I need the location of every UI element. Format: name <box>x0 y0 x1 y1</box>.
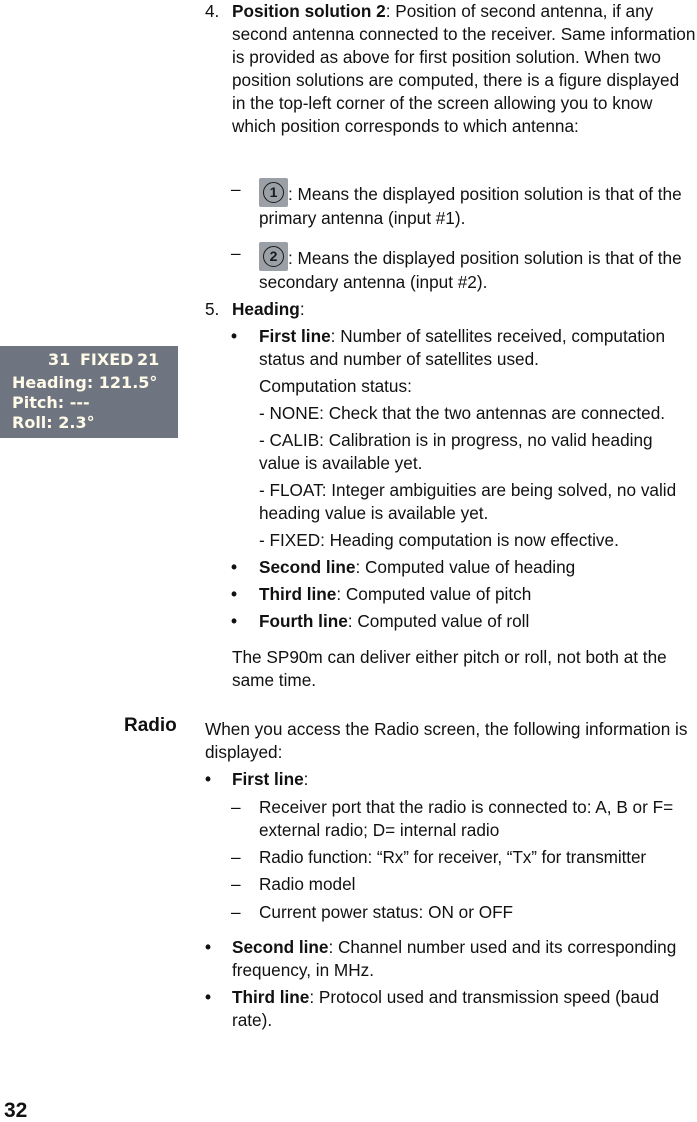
radio-item-power: Current power status: ON or OFF <box>259 902 514 922</box>
radio-item-model: Radio model <box>259 874 356 894</box>
bullet-radio-second-line: • <box>205 937 212 957</box>
antenna-1-item <box>259 178 697 230</box>
list-number-5: 5. <box>205 299 220 319</box>
antenna-1-icon: 1 <box>259 178 288 207</box>
computation-status-title: Computation status: <box>259 376 412 396</box>
bullet-second-line: • <box>231 557 238 577</box>
bullet-radio-first-line: • <box>205 769 212 789</box>
screen-pitch: Pitch: --- <box>12 393 90 412</box>
radio-first-line-title: First line: <box>232 769 309 789</box>
screen-sats-received: 31 <box>48 350 71 369</box>
radio-second-line-item: Second line: Channel number used and its corresponding frequency, in MHz. <box>232 937 677 980</box>
bullet-radio-third-line: • <box>205 987 212 1007</box>
heading-label: Heading <box>232 299 300 319</box>
page-number: 32 <box>4 1099 28 1122</box>
list-number-4: 4. <box>205 1 220 21</box>
dash-radio-item-4: – <box>231 902 241 922</box>
bullet-first-line: • <box>231 326 238 346</box>
heading-third-line-item: Third line: Computed value of pitch <box>259 584 532 604</box>
radio-item-function: Radio function: “Rx” for receiver, “Tx” for transmitter <box>259 847 647 867</box>
heading-screen-image <box>0 346 178 438</box>
screen-heading: Heading: 121.5° <box>12 373 158 392</box>
position-solution-2-paragraph <box>232 0 697 138</box>
status-float: - FLOAT: Integer ambiguities are being solved, no valid heading value is available yet. <box>259 480 677 523</box>
position-solution-2-description: : Position of second antenna, if any second antenna connected to the receiver. Same information is provided as above for first position solution. When two position solutions are computed, there is a figure displayed in the top-left corner of the screen allowing you to know which position corresponds to which antenna: <box>232 1 696 136</box>
heading-note: The SP90m can deliver either pitch or roll, not both at the same time. <box>232 647 667 690</box>
screen-status: FIXED <box>80 350 134 369</box>
status-calib: - CALIB: Calibration is in progress, no valid heading value is available yet. <box>259 430 653 473</box>
heading-first-line-item: First line: Number of satellites received, computation status and number of satellites used. <box>259 326 665 369</box>
antenna-1-text: : Means the displayed position solution is that of the primary antenna (input #1). <box>259 184 682 228</box>
antenna-2-item <box>259 242 697 294</box>
dash-radio-item-2: – <box>231 847 241 867</box>
radio-item-port: Receiver port that the radio is connected to: A, B or F= external radio; D= internal radio <box>259 797 674 840</box>
radio-heading: Radio <box>124 715 177 736</box>
heading-second-line-item: Second line: Computed value of heading <box>259 557 576 577</box>
bullet-fourth-line: • <box>231 611 238 631</box>
heading-fourth-line-item: Fourth line: Computed value of roll <box>259 611 530 631</box>
heading-title: Heading: <box>232 299 305 319</box>
screen-roll: Roll: 2.3° <box>12 413 95 432</box>
dash-radio-item-3: – <box>231 874 241 894</box>
bullet-third-line: • <box>231 584 238 604</box>
screen-sats-used: 21 <box>137 350 160 369</box>
dash-antenna-1: – <box>231 179 241 199</box>
antenna-2-text: : Means the displayed position solution is that of the secondary antenna (input #2). <box>259 248 682 292</box>
dash-radio-item-1: – <box>231 797 241 817</box>
status-none: - NONE: Check that the two antennas are connected. <box>259 403 666 423</box>
status-fixed: - FIXED: Heading computation is now effective. <box>259 530 619 550</box>
position-solution-2-label: Position solution 2 <box>232 1 386 21</box>
radio-third-line-item: Third line: Protocol used and transmission speed (baud rate). <box>232 987 660 1030</box>
radio-intro: When you access the Radio screen, the following information is displayed: <box>205 719 688 762</box>
dash-antenna-2: – <box>231 243 241 263</box>
antenna-2-icon: 2 <box>259 242 288 271</box>
